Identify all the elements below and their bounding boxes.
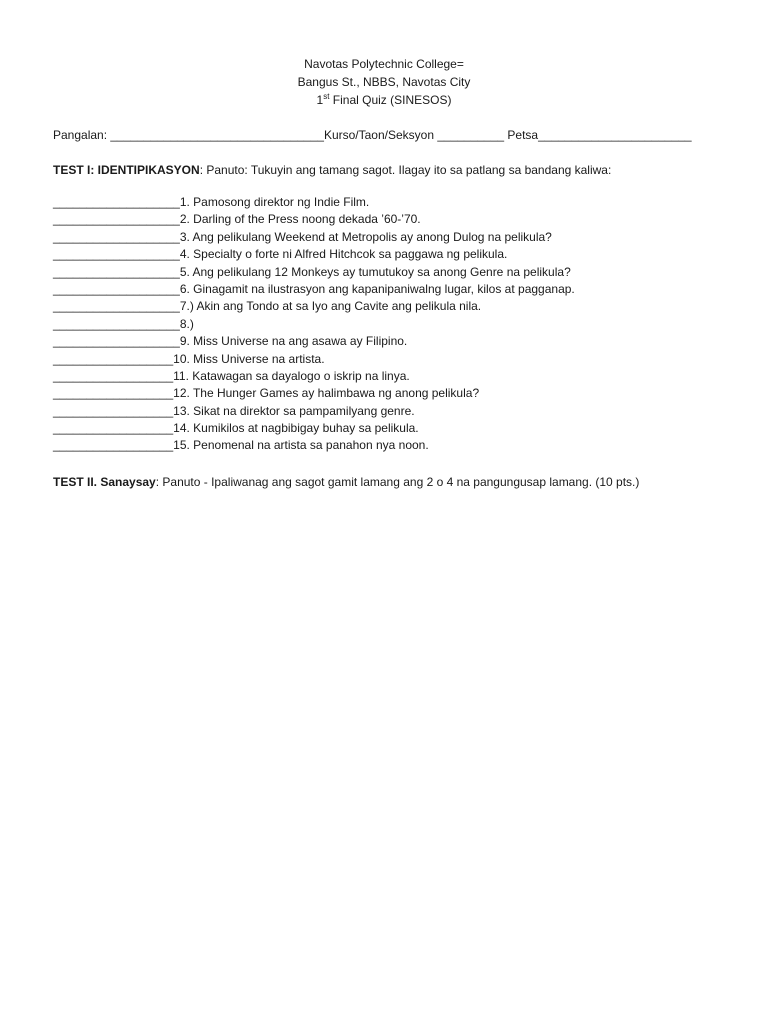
college-address: Bangus St., NBBS, Navotas City bbox=[297, 75, 471, 89]
answer-blank: ___________________ bbox=[53, 212, 180, 227]
student-info-fields: Pangalan: ________________________________Kurso/Taon/Seksyon __________ Petsa_______________________ bbox=[53, 128, 692, 142]
item-number: 2. bbox=[179, 212, 190, 227]
item-text: Ang pelikulang 12 Monkeys ay tumutukoy sa anong Genre na pelikula? bbox=[189, 264, 571, 279]
item-number: 1. bbox=[179, 195, 190, 209]
test-2-title: TEST II. Sanaysay bbox=[53, 475, 156, 489]
quiz-item bbox=[53, 211, 733, 228]
item-text: The Hunger Games ay halimbawa ng anong pelikula? bbox=[189, 386, 480, 401]
item-text: Ginagamit na ilustrasyon ang kapanipaniwalng lugar, kilos at pagganap. bbox=[189, 281, 575, 296]
test-2-heading bbox=[53, 473, 639, 491]
quiz-item bbox=[53, 281, 733, 298]
quiz-item bbox=[53, 333, 733, 350]
item-number: 3. bbox=[179, 229, 190, 244]
item-text: Specialty o forte ni Alfred Hitchcok sa paggawa ng pelikula. bbox=[189, 247, 508, 262]
answer-blank: ___________________ bbox=[53, 229, 180, 244]
college-name: Navotas Polytechnic College= bbox=[304, 57, 464, 71]
quiz-item bbox=[53, 229, 733, 246]
item-text: Katawagan sa dayalogo o iskrip na linya. bbox=[188, 368, 410, 383]
item-number: 9. bbox=[179, 334, 190, 349]
test-1-colon: : bbox=[199, 163, 204, 177]
test-1-heading bbox=[53, 161, 611, 179]
item-number: 5. bbox=[179, 264, 190, 279]
item-text: Penomenal na artista sa panahon nya noon. bbox=[189, 438, 429, 453]
quiz-item bbox=[53, 298, 733, 315]
quiz-item bbox=[53, 194, 733, 211]
item-text: Ang pelikulang Weekend at Metropolis ay anong Dulog na pelikula? bbox=[189, 229, 552, 244]
answer-blank: __________________ bbox=[53, 438, 174, 453]
answer-blank: ___________________ bbox=[53, 299, 180, 314]
answer-blank: ___________________ bbox=[53, 334, 180, 349]
item-text: Darling of the Press noong dekada ’60-’70. bbox=[189, 212, 421, 227]
item-text: Sikat na direktor sa pampamilyang genre. bbox=[189, 403, 415, 418]
quiz-title-ordinal: st bbox=[323, 92, 330, 101]
quiz-item bbox=[53, 420, 733, 437]
item-text: Kumikilos at nagbibigay buhay sa pelikula. bbox=[189, 421, 419, 436]
item-number: 4. bbox=[179, 247, 190, 262]
test-2-instructions: Panuto - Ipaliwanag ang sagot gamit lamang ang 2 o 4 na pangungusap lamang. (10 pts.) bbox=[159, 475, 640, 489]
item-text: Miss Universe na ang asawa ay Filipino. bbox=[189, 334, 408, 349]
item-text: Akin ang Tondo at sa Iyo ang Cavite ang pelikula nila. bbox=[193, 299, 482, 314]
item-text: Miss Universe na artista. bbox=[189, 351, 325, 366]
quiz-item bbox=[53, 403, 733, 420]
document-header bbox=[0, 55, 768, 109]
item-number: 15. bbox=[173, 438, 190, 453]
answer-blank: ___________________ bbox=[53, 195, 180, 209]
quiz-item bbox=[53, 437, 733, 454]
item-number: 7.) bbox=[179, 299, 194, 314]
test-1-title: TEST I: IDENTIPIKASYON bbox=[53, 163, 200, 177]
item-text: Pamosong direktor ng Indie Film. bbox=[189, 195, 370, 209]
answer-blank: __________________ bbox=[53, 368, 174, 383]
quiz-item bbox=[53, 316, 733, 333]
quiz-title-text: Final Quiz (SINESOS) bbox=[329, 93, 452, 107]
test-2-colon: : bbox=[155, 475, 160, 489]
item-number: 12. bbox=[173, 386, 190, 401]
answer-blank: __________________ bbox=[53, 351, 174, 366]
item-number: 10. bbox=[173, 351, 190, 366]
quiz-item bbox=[53, 351, 733, 368]
quiz-item bbox=[53, 368, 733, 385]
item-number: 14. bbox=[173, 421, 190, 436]
answer-blank: ___________________ bbox=[53, 247, 180, 262]
quiz-title-number: 1 bbox=[316, 93, 324, 107]
quiz-item bbox=[53, 385, 733, 402]
test-1-instructions: Panuto: Tukuyin ang tamang sagot. Ilagay ito sa patlang sa bandang kaliwa: bbox=[203, 163, 612, 177]
answer-blank: ___________________ bbox=[53, 316, 180, 331]
answer-blank: ___________________ bbox=[53, 281, 180, 296]
quiz-item bbox=[53, 246, 733, 263]
quiz-title bbox=[0, 91, 768, 109]
item-number: 6. bbox=[179, 281, 190, 296]
answer-blank: ___________________ bbox=[53, 264, 180, 279]
answer-blank: __________________ bbox=[53, 386, 174, 401]
item-number: 13. bbox=[173, 403, 190, 418]
item-number: 8.) bbox=[179, 316, 194, 331]
answer-blank: __________________ bbox=[53, 403, 174, 418]
test-1-items bbox=[53, 194, 733, 455]
item-number: 11. bbox=[173, 368, 189, 383]
quiz-item bbox=[53, 264, 733, 281]
answer-blank: __________________ bbox=[53, 421, 174, 436]
